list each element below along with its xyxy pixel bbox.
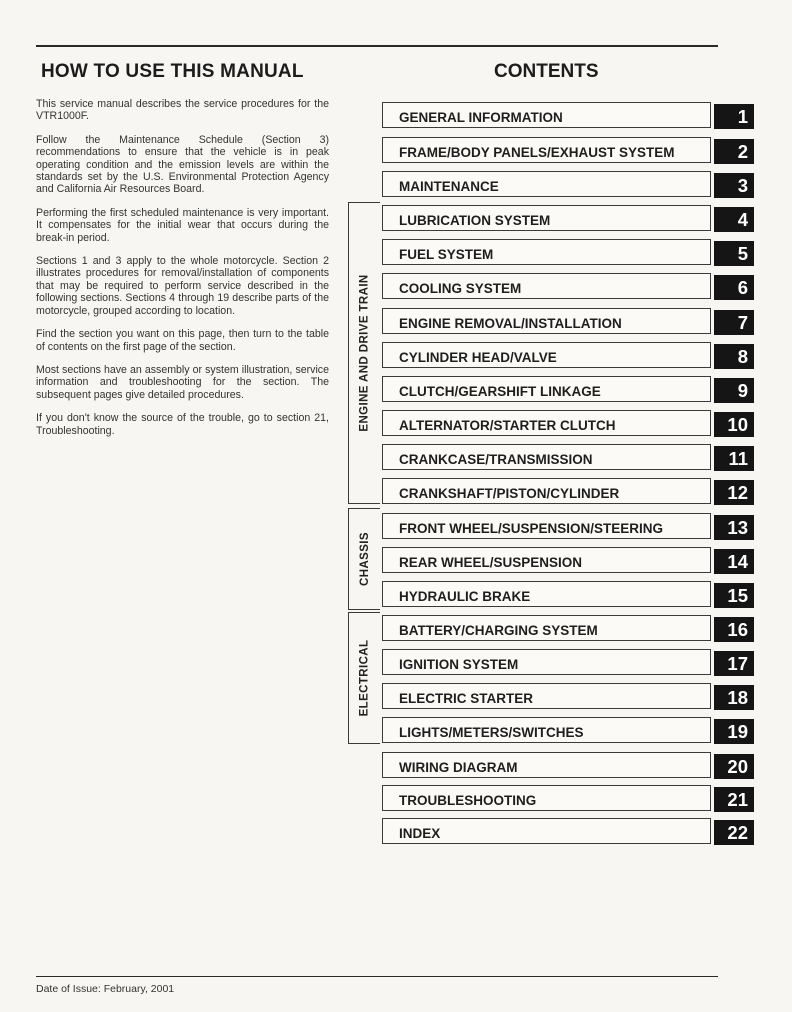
toc-entry-number: 9 [714,378,754,403]
toc-entry-box [382,137,711,163]
toc-entry-label: CYLINDER HEAD/VALVE [399,350,557,365]
toc-entry-box [382,308,711,334]
toc-entry[interactable] [382,818,754,845]
toc-entry[interactable] [382,239,754,266]
toc-entry[interactable] [382,342,754,369]
toc-entry-number: 6 [714,275,754,300]
group-label-chassis: CHASSIS [358,532,371,586]
group-label-electrical: ELECTRICAL [358,639,371,717]
toc-entry-box [382,410,711,436]
contents-title: CONTENTS [494,61,599,82]
toc-entry-number: 5 [714,241,754,266]
toc-entry-label: FUEL SYSTEM [399,247,494,262]
toc-entry-number: 3 [714,173,754,198]
toc-entry-label: ENGINE REMOVAL/INSTALLATION [399,316,622,331]
toc-entry-box [382,752,711,778]
toc-entry-label: FRONT WHEEL/SUSPENSION/STEERING [399,521,664,536]
toc-entry-box [382,273,711,299]
toc-entry-number: 12 [714,480,754,505]
toc-entry[interactable] [382,410,754,437]
toc-entry-box [382,717,711,743]
toc-entry-label: INDEX [399,826,441,841]
toc-entry[interactable] [382,273,754,300]
toc-entry[interactable] [382,547,754,574]
issue-date: Date of Issue: February, 2001 [36,983,175,995]
howto-paragraph: Performing the first scheduled maintenance is very important. It compensates for the initial wear that occurs during the break-in period. [36,206,329,244]
bottom-rule [36,976,718,977]
toc-entry-number: 16 [714,617,754,642]
toc-entry-box [382,513,711,539]
toc-entry-label: GENERAL INFORMATION [399,110,563,125]
toc-entry-number: 17 [714,651,754,676]
toc-entry[interactable] [382,581,754,608]
toc-entry[interactable] [382,102,754,129]
toc-entry-box [382,342,711,368]
toc-entry[interactable] [382,513,754,540]
group-bracket-electrical [348,612,380,744]
toc-entry-label: ELECTRIC STARTER [399,691,533,706]
howto-title: HOW TO USE THIS MANUAL [41,61,304,82]
toc-entry-number: 14 [714,549,754,574]
toc-entry-box [382,376,711,402]
howto-paragraph: Most sections have an assembly or system illustration, service information and troubleshooting for the section. The subsequent pages give detailed procedures. [36,363,329,401]
toc-entry-box [382,205,711,231]
toc-entry-label: IGNITION SYSTEM [399,657,519,672]
toc-entry[interactable] [382,717,754,744]
toc-entry-label: WIRING DIAGRAM [399,760,518,775]
group-bracket-engine [348,202,380,504]
toc-entry-number: 2 [714,139,754,164]
toc-entry-label: CRANKSHAFT/PISTON/CYLINDER [399,486,620,501]
toc-entry-label: LIGHTS/METERS/SWITCHES [399,725,584,740]
toc-entry-number: 4 [714,207,754,232]
toc-entry[interactable] [382,785,754,812]
toc-entry-number: 20 [714,754,754,779]
toc-entry-box [382,547,711,573]
howto-text [36,98,329,448]
toc-entry[interactable] [382,171,754,198]
toc-entry-box [382,649,711,675]
toc-entry-number: 19 [714,719,754,744]
toc-entry[interactable] [382,205,754,232]
howto-paragraph: Find the section you want on this page, then turn to the table of contents on the first page of the section. [36,328,329,353]
toc-entry[interactable] [382,683,754,710]
toc-entry-label: HYDRAULIC BRAKE [399,589,531,604]
toc-entry-number: 1 [714,104,754,129]
toc-entry-number: 8 [714,344,754,369]
toc-entry-label: REAR WHEEL/SUSPENSION [399,555,583,570]
toc-entry-label: CLUTCH/GEARSHIFT LINKAGE [399,384,601,399]
toc-entry[interactable] [382,615,754,642]
toc-entry-label: COOLING SYSTEM [399,281,522,296]
toc-entry[interactable] [382,308,754,335]
howto-paragraph: Sections 1 and 3 apply to the whole motorcycle. Section 2 illustrates procedures for removal/installation of components that may be required to perform service described in the following sections. Sections 4 through 19 describe parts of the motorcycle, grouped according to location. [36,255,329,317]
toc-entry-box [382,581,711,607]
toc-entry[interactable] [382,752,754,779]
toc-entry-number: 10 [714,412,754,437]
toc-entry-number: 7 [714,310,754,335]
howto-paragraph: Follow the Maintenance Schedule (Section 3) recommendations to ensure that the vehicle is in peak operating condition and the emission levels are within the standards set by the U.S. Environmental Protection Agency and California Air Resources Board. [36,133,329,196]
group-bracket-chassis [348,508,380,610]
toc-entry-box [382,444,711,470]
toc-entry-box [382,615,711,641]
toc-entry-label: BATTERY/CHARGING SYSTEM [399,623,598,638]
toc-entry-number: 13 [714,515,754,540]
toc-entry-label: MAINTENANCE [399,179,499,194]
group-label-engine: ENGINE AND DRIVE TRAIN [358,274,371,432]
toc-entry-box [382,171,711,197]
toc-entry-box [382,478,711,504]
top-rule [36,45,718,47]
howto-paragraph: This service manual describes the service procedures for the VTR1000F. [36,98,329,123]
toc-entry-label: TROUBLESHOOTING [399,793,537,808]
toc-entry[interactable] [382,376,754,403]
toc-entry[interactable] [382,649,754,676]
toc-entry-number: 22 [714,820,754,845]
toc-entry[interactable] [382,478,754,505]
toc-entry-box [382,818,711,844]
toc-entry-number: 15 [714,583,754,608]
toc-entry-number: 11 [714,446,754,471]
howto-paragraph: If you don't know the source of the trouble, go to section 21, Troubleshooting. [36,412,329,437]
toc-entry-box [382,683,711,709]
toc-entry[interactable] [382,137,754,164]
toc-entry-label: LUBRICATION SYSTEM [399,213,551,228]
toc-entry-label: ALTERNATOR/STARTER CLUTCH [399,418,616,433]
toc-entry-number: 18 [714,685,754,710]
toc-entry-number: 21 [714,787,754,812]
toc-entry-label: CRANKCASE/TRANSMISSION [399,452,593,467]
toc-entry-box [382,785,711,811]
toc-entry-label: FRAME/BODY PANELS/EXHAUST SYSTEM [399,145,675,160]
toc-entry-box [382,239,711,265]
toc-entry-box [382,102,711,128]
toc-entry[interactable] [382,444,754,471]
